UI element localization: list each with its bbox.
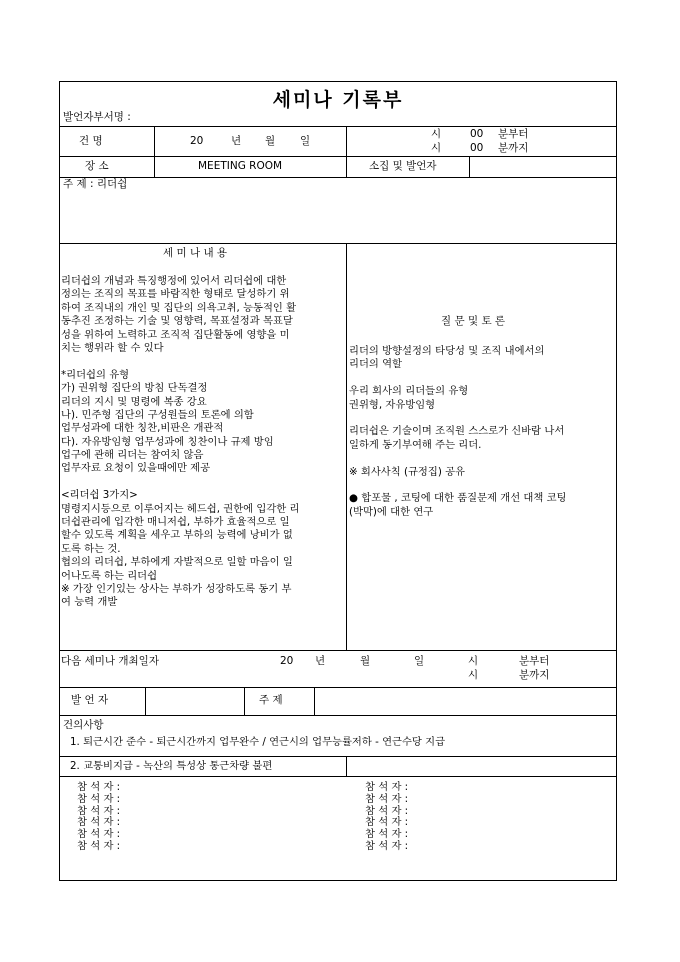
rule-9 xyxy=(59,776,617,777)
next-meeting-year: 20 xyxy=(280,655,294,667)
reporter-dept-label: 발언자부서명 : xyxy=(63,111,131,123)
attendee-line: 참 석 자 : xyxy=(77,781,121,793)
content-heading: 세 미 나 내 용 xyxy=(163,247,228,259)
content-line: 가) 권위형 집단의 방침 단독결정 xyxy=(61,382,208,395)
qa-line: 리더의 방향설정의 타당성 및 조직 내에서의 xyxy=(349,345,545,357)
attendees-right xyxy=(365,782,408,853)
attendee-line: 참 석 자 : xyxy=(77,792,121,805)
speaker-label: 발 언 자 xyxy=(71,694,109,706)
content-line: <리더쉽 3가지> xyxy=(61,489,138,502)
place-label: 장 소 xyxy=(85,160,109,172)
content-line: 업무자료 요청이 있을때에만 제공 xyxy=(61,462,211,475)
content-line xyxy=(61,476,299,489)
vrule-topic-b xyxy=(314,687,315,716)
attendee-line: 참 석 자 : xyxy=(365,816,409,829)
next-meeting-label: 다음 세미나 개최일자 xyxy=(61,655,159,667)
border-top xyxy=(59,81,617,82)
content-line: 업무성과에 대한 칭찬,비판은 개관적 xyxy=(61,422,224,435)
qa-line: 일하게 동기부여해 주는 리더. xyxy=(349,438,482,451)
attendee-line: 참 석 자 : xyxy=(77,828,121,841)
vrule-label-col xyxy=(154,126,155,178)
next-meeting-day-unit: 일 xyxy=(414,655,425,667)
content-line: 동추진 조정하는 기술 및 영향력, 목표설정과 목표달 xyxy=(61,315,293,328)
speaker-topic-label: 주 제 xyxy=(259,694,283,706)
place-value: MEETING ROOM xyxy=(198,160,283,172)
meeting-minute-2: 00 xyxy=(470,142,484,154)
content-line: 어나도록 하는 리더쉽 xyxy=(61,569,158,582)
meeting-label: 건 명 xyxy=(79,135,103,147)
qa-line: ※ 회사사칙 (규정집) 공유 xyxy=(349,465,466,478)
content-line: 나). 민주형 집단의 구성원들의 토론에 의함 xyxy=(61,408,254,421)
qa-line: 리더의 역할 xyxy=(349,358,403,371)
attendee-line: 참 석 자 : xyxy=(365,839,409,852)
content-line: 성을 위하여 노력하고 조직적 집단활동에 영향을 미 xyxy=(61,328,290,341)
meeting-from: 분부터 xyxy=(498,128,529,140)
topic-line: 주 제 : 리더쉽 xyxy=(63,178,128,190)
content-line: 더쉽관리에 입각한 매니저쉽, 부하가 효율적으로 일 xyxy=(61,516,290,529)
qa-line xyxy=(349,412,566,425)
rule-7 xyxy=(59,715,617,716)
vrule-topic-a xyxy=(244,687,245,716)
rule-2 xyxy=(59,156,617,157)
meeting-hour-2: 시 xyxy=(431,142,442,154)
vrule-mid-b xyxy=(346,243,347,651)
content-line: 업구에 관해 리더는 참여치 않음 xyxy=(61,449,204,462)
meeting-month-unit: 월 xyxy=(265,135,276,147)
qa-line xyxy=(349,452,566,465)
meeting-year: 20 xyxy=(190,135,204,147)
next-meeting-to: 분까지 xyxy=(519,669,550,681)
content-line: 다). 자유방임형 업무성과에 칭찬이나 규제 방임 xyxy=(61,435,274,448)
border-right xyxy=(616,81,617,881)
suggestion-item-1: 1. 퇴근시간 준수 - 퇴근시간까지 업무완수 / 연근시의 업무능률저하 - 연근수당 지급 xyxy=(70,736,446,748)
content-line: 치는 행위라 할 수 있다 xyxy=(61,341,164,354)
suggestions-label: 건의사항 xyxy=(63,719,104,731)
next-meeting-month-unit: 월 xyxy=(360,655,371,667)
qa-line xyxy=(349,479,566,492)
suggestion-item-2: 2. 교통비지급 - 녹산의 특성상 통근차량 불편 xyxy=(70,760,273,772)
attendee-line: 참 석 자 : xyxy=(365,828,409,841)
qa-heading: 질 문 및 토 론 xyxy=(441,315,506,327)
content-line: 협의의 리더쉽, 부하에게 자발적으로 일할 마음이 일 xyxy=(61,556,293,569)
rule-3 xyxy=(59,177,617,178)
content-line: 리더의 지시 및 명령에 복종 강요 xyxy=(61,395,207,408)
content-line xyxy=(61,355,299,368)
vrule-speaker xyxy=(145,687,146,716)
rule-5 xyxy=(59,650,617,651)
next-meeting-from: 분부터 xyxy=(519,655,550,667)
rule-6 xyxy=(59,687,617,688)
border-left xyxy=(59,81,60,881)
vrule-mid-a xyxy=(346,126,347,178)
attendees-left xyxy=(77,782,120,853)
attendee-line: 참 석 자 : xyxy=(365,781,409,793)
content-line: 하여 조직내의 개인 및 집단의 의욕고취, 능동적인 활 xyxy=(61,301,297,314)
next-meeting-hour-2: 시 xyxy=(468,669,479,681)
qa-line: 리더쉽은 기술이며 조직원 스스로가 신바람 나서 xyxy=(349,425,565,438)
attendee-line: 참 석 자 : xyxy=(365,804,409,817)
border-bottom xyxy=(59,880,617,881)
qa-line: ● 합포물 , 코팅에 대한 품질문제 개선 대책 코팅 xyxy=(349,492,567,505)
meeting-year-unit: 년 xyxy=(231,135,242,147)
content-line: 도록 하는 것. xyxy=(61,542,121,555)
content-line: 정의는 조직의 목표를 바람직한 형태로 달성하기 위 xyxy=(61,288,290,301)
rule-4 xyxy=(59,243,617,244)
qa-line: 우리 회사의 리더들의 유형 xyxy=(349,385,469,398)
qa-line xyxy=(349,372,566,385)
meeting-minute-1: 00 xyxy=(470,128,484,140)
content-line: 명령지시등으로 이루어지는 헤드쉽, 권한에 입각한 리 xyxy=(61,502,300,515)
attendee-line: 참 석 자 : xyxy=(77,816,121,829)
content-line: 리더쉽의 개념과 특징행정에 있어서 리더쉽에 대한 xyxy=(61,275,287,287)
rule-8 xyxy=(59,756,617,757)
rule-1 xyxy=(59,126,617,127)
page-title: 세미나 기록부 xyxy=(272,89,404,111)
qa-line: (박막)에 대한 연구 xyxy=(349,505,434,518)
qa-line: 권위형, 자유방임형 xyxy=(349,398,436,411)
content-line: 할수 있도록 계획을 세우고 부하의 능력에 낭비가 없 xyxy=(61,529,293,542)
qa-body xyxy=(349,345,566,519)
content-body xyxy=(61,275,299,610)
vrule-suggest xyxy=(346,756,347,777)
content-line: ※ 가장 인기있는 상사는 부하가 성장하도록 동기 부 xyxy=(61,582,292,595)
next-meeting-year-unit: 년 xyxy=(315,655,326,667)
content-line: *리더쉽의 유형 xyxy=(61,368,130,381)
seminar-record-form xyxy=(59,81,617,881)
meeting-to: 분까지 xyxy=(498,142,529,154)
meeting-hour-1: 시 xyxy=(431,128,442,140)
attendee-line: 참 석 자 : xyxy=(77,839,121,852)
next-meeting-hour-1: 시 xyxy=(468,655,479,667)
convener-label: 소집 및 발언자 xyxy=(369,160,437,172)
meeting-day-unit: 일 xyxy=(300,135,311,147)
attendee-line: 참 석 자 : xyxy=(365,792,409,805)
attendee-line: 참 석 자 : xyxy=(77,804,121,817)
vrule-convener xyxy=(469,156,470,178)
content-line: 여 능력 개발 xyxy=(61,596,118,609)
